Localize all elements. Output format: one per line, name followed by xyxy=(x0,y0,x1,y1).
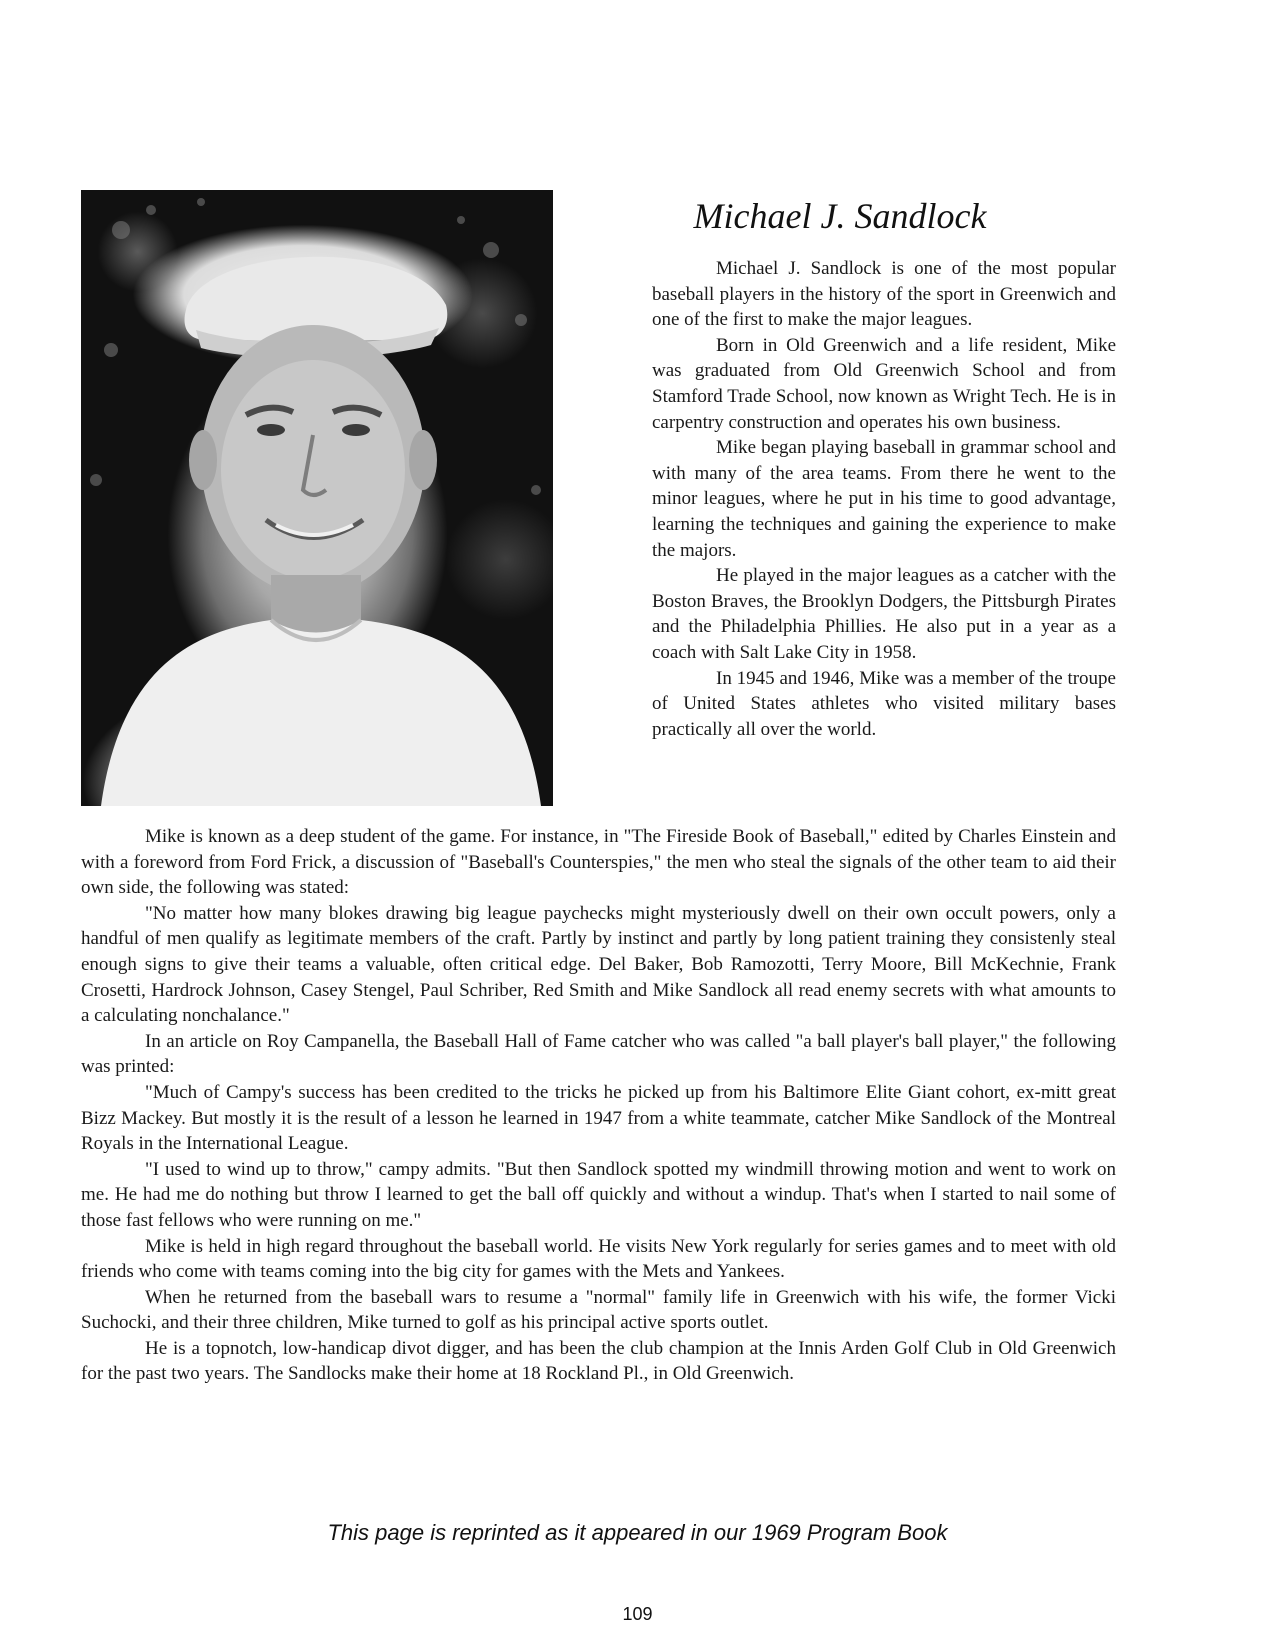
quote-paragraph: "I used to wind up to throw," campy admits. "But then Sandlock spotted my windmill throwing motion and went to work on me. He had me do nothing but throw I learned to get the ball off quickly and without a windup. That's when I started to nail some of those fast fellows who were running on me." xyxy=(81,1158,1116,1231)
paragraph: He played in the major leagues as a catcher with the Boston Braves, the Brooklyn Dodgers, the Pittsburgh Pirates and the Philadelphia Phillies. He also put in a year as a coach with Salt Lake City in 1958. xyxy=(652,565,1116,663)
quote-paragraph: "Much of Campy's success has been credited to the tricks he picked up from his Baltimore Elite Giant cohort, ex-mitt great Bizz Mackey. But mostly it is the result of a lesson he learned in 1947 from a white teammate, catcher Mike Sandlock of the Montreal Royals in the International League. xyxy=(81,1081,1116,1155)
column-text xyxy=(652,256,1116,742)
paragraph: Mike began playing baseball in grammar school and with many of the area teams. From there he went to the minor leagues, where he put in his time to good advantage, learning the techniques and gaining the experience to make the majors. xyxy=(652,437,1116,561)
page-number: 109 xyxy=(622,1604,653,1624)
reprint-note: This page is reprinted as it appeared in our 1969 Program Book xyxy=(327,1520,948,1545)
body-text xyxy=(81,824,1116,1387)
quote-paragraph: "No matter how many blokes drawing big league paychecks might mysteriously dwell on their own occult powers, only a handful of men qualify as legitimate members of the craft. Partly by instinct and partly by long patient training they consistenly steal enough signs to give their teams a valuable, often critical edge. Del Baker, Bob Ramozotti, Terry Moore, Bill McKechnie, Frank Crosetti, Hardrock Johnson, Casey Stengel, Paul Schriber, Red Smith and Mike Sandlock all read enemy secrets with what amounts to a calculating nonchalance." xyxy=(81,902,1116,1027)
article-title: Michael J. Sandlock xyxy=(693,196,987,236)
paragraph: He is a topnotch, low-handicap divot digger, and has been the club champion at the Innis Arden Golf Club in Old Greenwich for the past two years. The Sandlocks make their home at 18 Rockland Pl., in Old Greenwich. xyxy=(81,1337,1116,1385)
paragraph: When he returned from the baseball wars to resume a "normal" family life in Greenwich with his wife, the former Vicki Suchocki, and their three children, Mike turned to golf as his principal active sports outlet. xyxy=(81,1286,1116,1334)
paragraph: Mike is known as a deep student of the game. For instance, in "The Fireside Book of Baseball," edited by Charles Einstein and with a foreword from Ford Frick, a discussion of "Baseball's Counterspies," the men who steal the signals of the other team to aid their own side, the following was stated: xyxy=(81,826,1116,899)
paragraph: Born in Old Greenwich and a life resident, Mike was graduated from Old Greenwich School and from Stamford Trade School, now known as Wright Tech. He is in carpentry construction and operates his own business. xyxy=(652,334,1116,433)
paragraph: Michael J. Sandlock is one of the most popular baseball players in the history of the sport in Greenwich and one of the first to make the major leagues. xyxy=(652,258,1116,331)
paragraph: Mike is held in high regard throughout the baseball world. He visits New York regularly for series games and to meet with old friends who come with teams coming into the big city for games with the Mets and Yankees. xyxy=(81,1235,1116,1283)
portrait-illustration xyxy=(81,190,553,806)
paragraph: In 1945 and 1946, Mike was a member of the troupe of United States athletes who visited military bases practically all over the world. xyxy=(652,667,1116,740)
portrait-photo xyxy=(81,190,553,806)
paragraph: In an article on Roy Campanella, the Baseball Hall of Fame catcher who was called "a ball player's ball player," the following was printed: xyxy=(81,1030,1116,1078)
